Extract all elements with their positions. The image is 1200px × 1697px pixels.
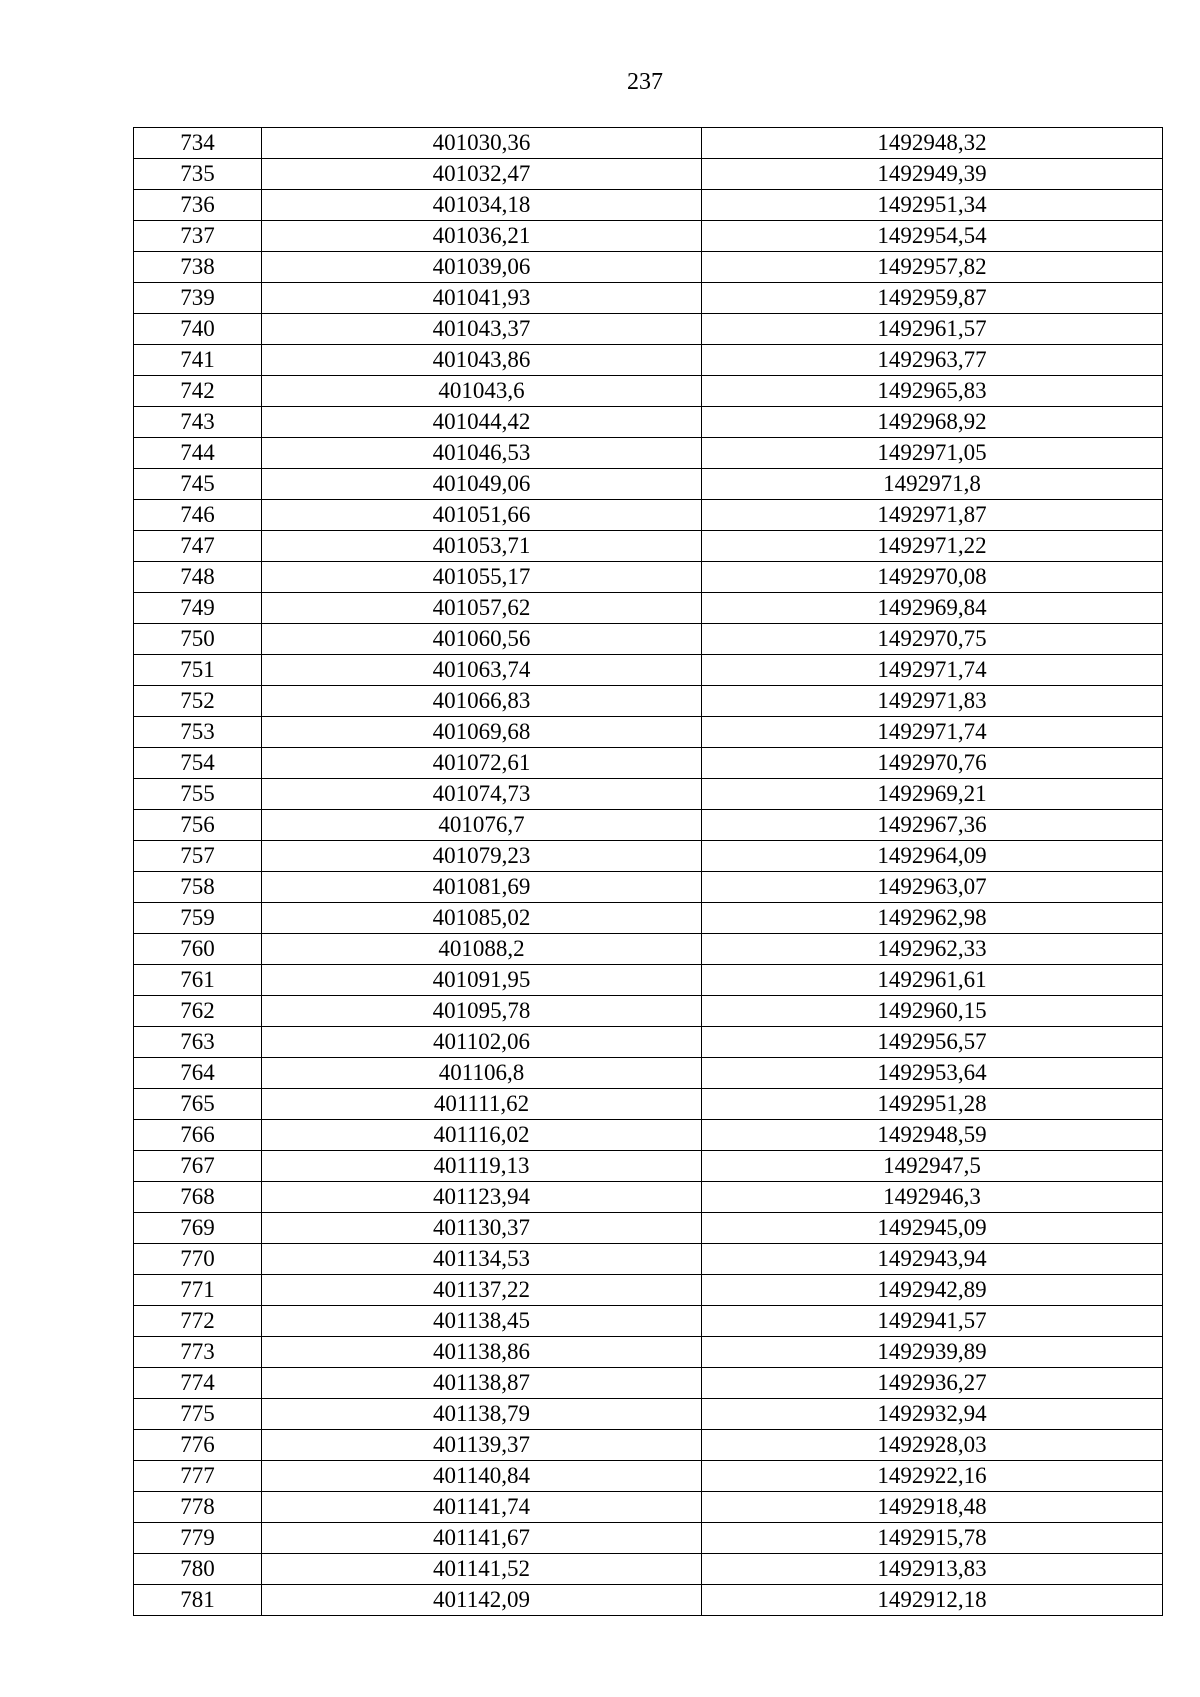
point-number-cell: 743 <box>134 407 262 438</box>
point-number-cell: 772 <box>134 1306 262 1337</box>
point-number-cell: 741 <box>134 345 262 376</box>
table-row <box>134 748 1163 779</box>
table-row <box>134 779 1163 810</box>
x-coordinate-cell: 401036,21 <box>262 221 702 252</box>
y-coordinate-cell: 1492970,75 <box>702 624 1163 655</box>
y-coordinate-cell: 1492922,16 <box>702 1461 1163 1492</box>
y-coordinate-cell: 1492968,92 <box>702 407 1163 438</box>
y-coordinate-cell: 1492945,09 <box>702 1213 1163 1244</box>
x-coordinate-cell: 401130,37 <box>262 1213 702 1244</box>
x-coordinate-cell: 401102,06 <box>262 1027 702 1058</box>
table-row <box>134 1368 1163 1399</box>
point-number-cell: 758 <box>134 872 262 903</box>
x-coordinate-cell: 401069,68 <box>262 717 702 748</box>
table-row <box>134 624 1163 655</box>
table-row <box>134 1182 1163 1213</box>
y-coordinate-cell: 1492971,83 <box>702 686 1163 717</box>
y-coordinate-cell: 1492962,98 <box>702 903 1163 934</box>
y-coordinate-cell: 1492971,05 <box>702 438 1163 469</box>
x-coordinate-cell: 401106,8 <box>262 1058 702 1089</box>
y-coordinate-cell: 1492939,89 <box>702 1337 1163 1368</box>
table-row <box>134 1306 1163 1337</box>
table-row <box>134 1554 1163 1585</box>
x-coordinate-cell: 401142,09 <box>262 1585 702 1616</box>
point-number-cell: 764 <box>134 1058 262 1089</box>
point-number-cell: 753 <box>134 717 262 748</box>
point-number-cell: 771 <box>134 1275 262 1306</box>
y-coordinate-cell: 1492942,89 <box>702 1275 1163 1306</box>
page-number: 237 <box>627 69 663 95</box>
coordinates-table-body <box>134 128 1163 1616</box>
table-row <box>134 1120 1163 1151</box>
y-coordinate-cell: 1492963,07 <box>702 872 1163 903</box>
point-number-cell: 767 <box>134 1151 262 1182</box>
x-coordinate-cell: 401063,74 <box>262 655 702 686</box>
y-coordinate-cell: 1492971,22 <box>702 531 1163 562</box>
table-row <box>134 1461 1163 1492</box>
x-coordinate-cell: 401123,94 <box>262 1182 702 1213</box>
x-coordinate-cell: 401085,02 <box>262 903 702 934</box>
x-coordinate-cell: 401049,06 <box>262 469 702 500</box>
x-coordinate-cell: 401079,23 <box>262 841 702 872</box>
x-coordinate-cell: 401138,79 <box>262 1399 702 1430</box>
point-number-cell: 735 <box>134 159 262 190</box>
point-number-cell: 736 <box>134 190 262 221</box>
x-coordinate-cell: 401043,86 <box>262 345 702 376</box>
y-coordinate-cell: 1492957,82 <box>702 252 1163 283</box>
point-number-cell: 749 <box>134 593 262 624</box>
x-coordinate-cell: 401138,87 <box>262 1368 702 1399</box>
x-coordinate-cell: 401041,93 <box>262 283 702 314</box>
table-row <box>134 810 1163 841</box>
table-row <box>134 841 1163 872</box>
table-row <box>134 996 1163 1027</box>
point-number-cell: 766 <box>134 1120 262 1151</box>
x-coordinate-cell: 401053,71 <box>262 531 702 562</box>
y-coordinate-cell: 1492963,77 <box>702 345 1163 376</box>
point-number-cell: 770 <box>134 1244 262 1275</box>
table-row <box>134 1213 1163 1244</box>
table-row <box>134 593 1163 624</box>
y-coordinate-cell: 1492951,34 <box>702 190 1163 221</box>
table-row <box>134 717 1163 748</box>
table-row <box>134 345 1163 376</box>
y-coordinate-cell: 1492951,28 <box>702 1089 1163 1120</box>
x-coordinate-cell: 401057,62 <box>262 593 702 624</box>
y-coordinate-cell: 1492947,5 <box>702 1151 1163 1182</box>
y-coordinate-cell: 1492946,3 <box>702 1182 1163 1213</box>
x-coordinate-cell: 401032,47 <box>262 159 702 190</box>
x-coordinate-cell: 401074,73 <box>262 779 702 810</box>
y-coordinate-cell: 1492932,94 <box>702 1399 1163 1430</box>
point-number-cell: 774 <box>134 1368 262 1399</box>
y-coordinate-cell: 1492948,32 <box>702 128 1163 159</box>
table-row <box>134 903 1163 934</box>
y-coordinate-cell: 1492961,57 <box>702 314 1163 345</box>
point-number-cell: 752 <box>134 686 262 717</box>
x-coordinate-cell: 401051,66 <box>262 500 702 531</box>
point-number-cell: 768 <box>134 1182 262 1213</box>
point-number-cell: 761 <box>134 965 262 996</box>
x-coordinate-cell: 401043,37 <box>262 314 702 345</box>
table-row <box>134 655 1163 686</box>
x-coordinate-cell: 401095,78 <box>262 996 702 1027</box>
table-row <box>134 469 1163 500</box>
point-number-cell: 742 <box>134 376 262 407</box>
point-number-cell: 744 <box>134 438 262 469</box>
y-coordinate-cell: 1492949,39 <box>702 159 1163 190</box>
y-coordinate-cell: 1492969,84 <box>702 593 1163 624</box>
x-coordinate-cell: 401088,2 <box>262 934 702 965</box>
point-number-cell: 763 <box>134 1027 262 1058</box>
point-number-cell: 740 <box>134 314 262 345</box>
y-coordinate-cell: 1492915,78 <box>702 1523 1163 1554</box>
point-number-cell: 738 <box>134 252 262 283</box>
x-coordinate-cell: 401119,13 <box>262 1151 702 1182</box>
point-number-cell: 773 <box>134 1337 262 1368</box>
table-row <box>134 159 1163 190</box>
point-number-cell: 759 <box>134 903 262 934</box>
table-row <box>134 500 1163 531</box>
x-coordinate-cell: 401034,18 <box>262 190 702 221</box>
point-number-cell: 755 <box>134 779 262 810</box>
point-number-cell: 781 <box>134 1585 262 1616</box>
y-coordinate-cell: 1492969,21 <box>702 779 1163 810</box>
x-coordinate-cell: 401046,53 <box>262 438 702 469</box>
y-coordinate-cell: 1492970,08 <box>702 562 1163 593</box>
x-coordinate-cell: 401139,37 <box>262 1430 702 1461</box>
point-number-cell: 780 <box>134 1554 262 1585</box>
point-number-cell: 775 <box>134 1399 262 1430</box>
y-coordinate-cell: 1492956,57 <box>702 1027 1163 1058</box>
point-number-cell: 745 <box>134 469 262 500</box>
y-coordinate-cell: 1492936,27 <box>702 1368 1163 1399</box>
x-coordinate-cell: 401141,74 <box>262 1492 702 1523</box>
y-coordinate-cell: 1492971,87 <box>702 500 1163 531</box>
y-coordinate-cell: 1492960,15 <box>702 996 1163 1027</box>
table-row <box>134 1585 1163 1616</box>
y-coordinate-cell: 1492913,83 <box>702 1554 1163 1585</box>
x-coordinate-cell: 401141,52 <box>262 1554 702 1585</box>
point-number-cell: 756 <box>134 810 262 841</box>
table-row <box>134 1027 1163 1058</box>
x-coordinate-cell: 401081,69 <box>262 872 702 903</box>
table-row <box>134 934 1163 965</box>
point-number-cell: 760 <box>134 934 262 965</box>
x-coordinate-cell: 401060,56 <box>262 624 702 655</box>
y-coordinate-cell: 1492954,54 <box>702 221 1163 252</box>
table-row <box>134 1430 1163 1461</box>
x-coordinate-cell: 401039,06 <box>262 252 702 283</box>
table-row <box>134 438 1163 469</box>
point-number-cell: 746 <box>134 500 262 531</box>
x-coordinate-cell: 401138,45 <box>262 1306 702 1337</box>
x-coordinate-cell: 401044,42 <box>262 407 702 438</box>
point-number-cell: 776 <box>134 1430 262 1461</box>
table-row <box>134 965 1163 996</box>
x-coordinate-cell: 401066,83 <box>262 686 702 717</box>
point-number-cell: 739 <box>134 283 262 314</box>
table-row <box>134 314 1163 345</box>
y-coordinate-cell: 1492943,94 <box>702 1244 1163 1275</box>
y-coordinate-cell: 1492967,36 <box>702 810 1163 841</box>
x-coordinate-cell: 401137,22 <box>262 1275 702 1306</box>
x-coordinate-cell: 401140,84 <box>262 1461 702 1492</box>
point-number-cell: 769 <box>134 1213 262 1244</box>
table-row <box>134 1089 1163 1120</box>
table-row <box>134 1337 1163 1368</box>
y-coordinate-cell: 1492965,83 <box>702 376 1163 407</box>
table-row <box>134 1151 1163 1182</box>
table-row <box>134 1275 1163 1306</box>
point-number-cell: 748 <box>134 562 262 593</box>
y-coordinate-cell: 1492961,61 <box>702 965 1163 996</box>
y-coordinate-cell: 1492971,8 <box>702 469 1163 500</box>
x-coordinate-cell: 401091,95 <box>262 965 702 996</box>
table-row <box>134 686 1163 717</box>
table-row <box>134 531 1163 562</box>
point-number-cell: 757 <box>134 841 262 872</box>
table-row <box>134 562 1163 593</box>
table-row <box>134 1244 1163 1275</box>
x-coordinate-cell: 401055,17 <box>262 562 702 593</box>
point-number-cell: 747 <box>134 531 262 562</box>
x-coordinate-cell: 401141,67 <box>262 1523 702 1554</box>
point-number-cell: 778 <box>134 1492 262 1523</box>
point-number-cell: 765 <box>134 1089 262 1120</box>
x-coordinate-cell: 401134,53 <box>262 1244 702 1275</box>
point-number-cell: 779 <box>134 1523 262 1554</box>
y-coordinate-cell: 1492928,03 <box>702 1430 1163 1461</box>
y-coordinate-cell: 1492964,09 <box>702 841 1163 872</box>
y-coordinate-cell: 1492959,87 <box>702 283 1163 314</box>
y-coordinate-cell: 1492970,76 <box>702 748 1163 779</box>
x-coordinate-cell: 401111,62 <box>262 1089 702 1120</box>
point-number-cell: 750 <box>134 624 262 655</box>
table-row <box>134 190 1163 221</box>
y-coordinate-cell: 1492962,33 <box>702 934 1163 965</box>
x-coordinate-cell: 401030,36 <box>262 128 702 159</box>
point-number-cell: 762 <box>134 996 262 1027</box>
table-row <box>134 128 1163 159</box>
table-row <box>134 1058 1163 1089</box>
y-coordinate-cell: 1492971,74 <box>702 655 1163 686</box>
table-row <box>134 1523 1163 1554</box>
y-coordinate-cell: 1492971,74 <box>702 717 1163 748</box>
table-row <box>134 221 1163 252</box>
coordinates-table <box>133 127 1163 1616</box>
point-number-cell: 777 <box>134 1461 262 1492</box>
table-row <box>134 376 1163 407</box>
y-coordinate-cell: 1492941,57 <box>702 1306 1163 1337</box>
table-row <box>134 407 1163 438</box>
x-coordinate-cell: 401076,7 <box>262 810 702 841</box>
table-row <box>134 252 1163 283</box>
x-coordinate-cell: 401116,02 <box>262 1120 702 1151</box>
table-row <box>134 872 1163 903</box>
point-number-cell: 754 <box>134 748 262 779</box>
point-number-cell: 734 <box>134 128 262 159</box>
table-row <box>134 283 1163 314</box>
table-row <box>134 1399 1163 1430</box>
x-coordinate-cell: 401043,6 <box>262 376 702 407</box>
x-coordinate-cell: 401138,86 <box>262 1337 702 1368</box>
y-coordinate-cell: 1492948,59 <box>702 1120 1163 1151</box>
table-row <box>134 1492 1163 1523</box>
y-coordinate-cell: 1492918,48 <box>702 1492 1163 1523</box>
point-number-cell: 737 <box>134 221 262 252</box>
y-coordinate-cell: 1492953,64 <box>702 1058 1163 1089</box>
y-coordinate-cell: 1492912,18 <box>702 1585 1163 1616</box>
point-number-cell: 751 <box>134 655 262 686</box>
x-coordinate-cell: 401072,61 <box>262 748 702 779</box>
